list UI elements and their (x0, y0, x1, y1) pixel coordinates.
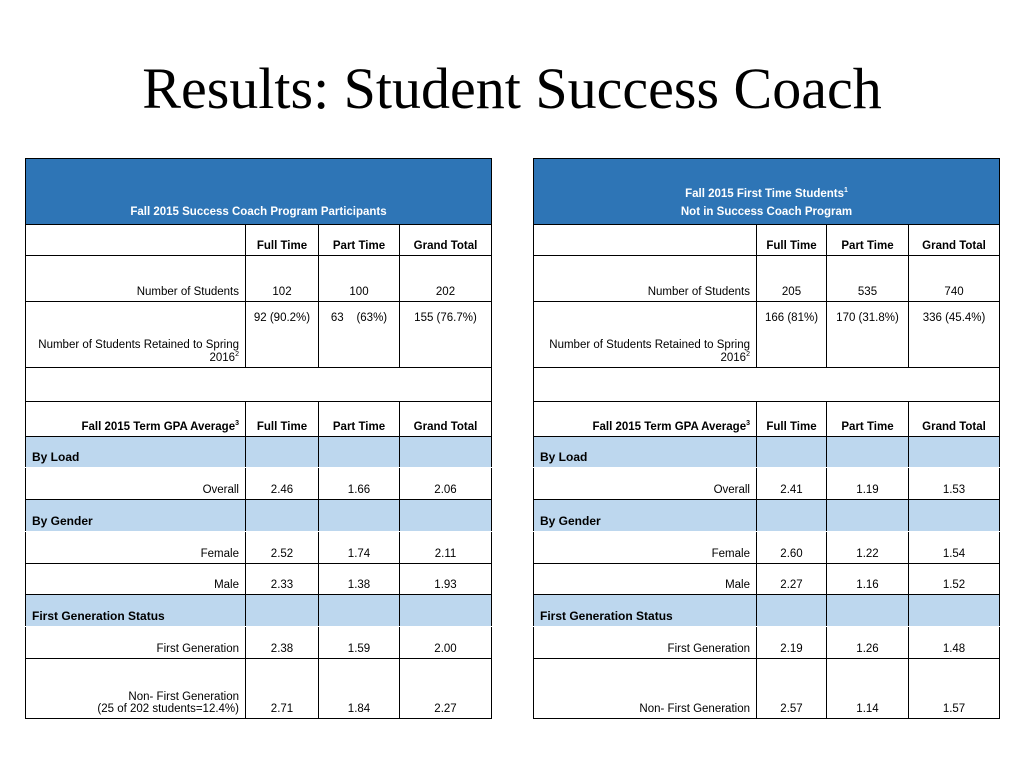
col-grand-total: Grand Total (400, 225, 492, 256)
table-row (26, 468, 492, 500)
column-header-row (534, 225, 1000, 256)
table-row (534, 532, 1000, 564)
section-by-load: By Load (534, 437, 1000, 468)
cell-value: 2.06 (400, 468, 492, 500)
cell-value: 2.11 (400, 532, 492, 564)
cell-value: 336 (45.4%) (909, 302, 1000, 368)
table-row (534, 627, 1000, 659)
col-part-time: Part Time (319, 225, 400, 256)
cell-value: 535 (827, 256, 909, 302)
table-row (534, 468, 1000, 500)
table-row (26, 659, 492, 719)
col-full-time: Full Time (246, 402, 319, 437)
cell-value: 1.93 (400, 564, 492, 595)
cell-value: 2.46 (246, 468, 319, 500)
first-time-students-table (533, 158, 1000, 719)
cell-value: 92 (90.2%) (246, 302, 319, 368)
cell-value: 1.19 (827, 468, 909, 500)
row-label: Female (534, 532, 757, 564)
cell-value: 1.38 (319, 564, 400, 595)
table-row (534, 659, 1000, 719)
table-header: Fall 2015 Success Coach Program Participants (26, 159, 492, 225)
cell-value: 2.71 (246, 659, 319, 719)
cell-value: 1.48 (909, 627, 1000, 659)
row-label: Male (26, 564, 246, 595)
cell-value: 205 (757, 256, 827, 302)
cell-value: 1.57 (909, 659, 1000, 719)
cell-value: 102 (246, 256, 319, 302)
cell-value: 1.66 (319, 468, 400, 500)
row-label: Male (534, 564, 757, 595)
section-by-gender: By Gender (26, 500, 492, 532)
table-row (534, 302, 1000, 368)
row-label: Overall (534, 468, 757, 500)
col-full-time: Full Time (246, 225, 319, 256)
row-label: Number of Students Retained to Spring 2016$^2$ (26, 302, 246, 368)
cell-value: 155 (76.7%) (400, 302, 492, 368)
cell-value: 2.00 (400, 627, 492, 659)
col-grand-total: Grand Total (909, 225, 1000, 256)
cell-value: 1.52 (909, 564, 1000, 595)
row-label: Number of Students Retained to Spring 2016$^2$ (534, 302, 757, 368)
success-coach-participants-table (25, 158, 492, 719)
col-part-time: Part Time (827, 225, 909, 256)
cell-value: 63 (63%) (319, 302, 400, 368)
cell-value: 2.38 (246, 627, 319, 659)
col-full-time: Full Time (757, 225, 827, 256)
cell-value: 1.26 (827, 627, 909, 659)
cell-value: 1.59 (319, 627, 400, 659)
row-label: Overall (26, 468, 246, 500)
cell-value: 166 (81%) (757, 302, 827, 368)
table-row (26, 532, 492, 564)
table-row (26, 256, 492, 302)
page-title: Results: Student Success Coach (142, 56, 882, 121)
row-label: Non- First Generation (534, 659, 757, 719)
cell-value: 2.41 (757, 468, 827, 500)
column-header-row (26, 225, 492, 256)
row-label: First Generation (26, 627, 246, 659)
gpa-header-row (534, 402, 1000, 437)
cell-value: 1.22 (827, 532, 909, 564)
row-label: Female (26, 532, 246, 564)
cell-value: 1.14 (827, 659, 909, 719)
table-row (26, 564, 492, 595)
row-label: Non- First Generation (25 of 202 students=12.4%) (26, 659, 246, 719)
col-full-time: Full Time (757, 402, 827, 437)
row-label: Number of Students (534, 256, 757, 302)
cell-value: 2.57 (757, 659, 827, 719)
row-label: Number of Students (26, 256, 246, 302)
cell-value: 2.19 (757, 627, 827, 659)
table-header: Fall 2015 First Time Students$^1$ Not in Success Coach Program (534, 159, 1000, 225)
gpa-label: Fall 2015 Term GPA Average$^3$ (26, 402, 246, 437)
col-grand-total: Grand Total (909, 402, 1000, 437)
section-by-load: By Load (26, 437, 492, 468)
gpa-label: Fall 2015 Term GPA Average$^3$ (534, 402, 757, 437)
cell-value: 2.27 (757, 564, 827, 595)
cell-value: 2.27 (400, 659, 492, 719)
spacer-row (534, 368, 1000, 402)
col-part-time: Part Time (827, 402, 909, 437)
section-by-gender: By Gender (534, 500, 1000, 532)
section-first-generation: First Generation Status (534, 595, 1000, 627)
table-row (534, 256, 1000, 302)
cell-value: 2.52 (246, 532, 319, 564)
cell-value: 1.16 (827, 564, 909, 595)
cell-value: 1.84 (319, 659, 400, 719)
cell-value: 2.60 (757, 532, 827, 564)
cell-value: 740 (909, 256, 1000, 302)
table-row (26, 627, 492, 659)
col-part-time: Part Time (319, 402, 400, 437)
cell-value: 2.33 (246, 564, 319, 595)
table-row (26, 302, 492, 368)
cell-value: 202 (400, 256, 492, 302)
cell-value: 100 (319, 256, 400, 302)
col-grand-total: Grand Total (400, 402, 492, 437)
row-label: First Generation (534, 627, 757, 659)
gpa-header-row (26, 402, 492, 437)
cell-value: 1.53 (909, 468, 1000, 500)
spacer-row (26, 368, 492, 402)
cell-value: 170 (31.8%) (827, 302, 909, 368)
section-first-generation: First Generation Status (26, 595, 492, 627)
cell-value: 1.54 (909, 532, 1000, 564)
table-row (534, 564, 1000, 595)
cell-value: 1.74 (319, 532, 400, 564)
